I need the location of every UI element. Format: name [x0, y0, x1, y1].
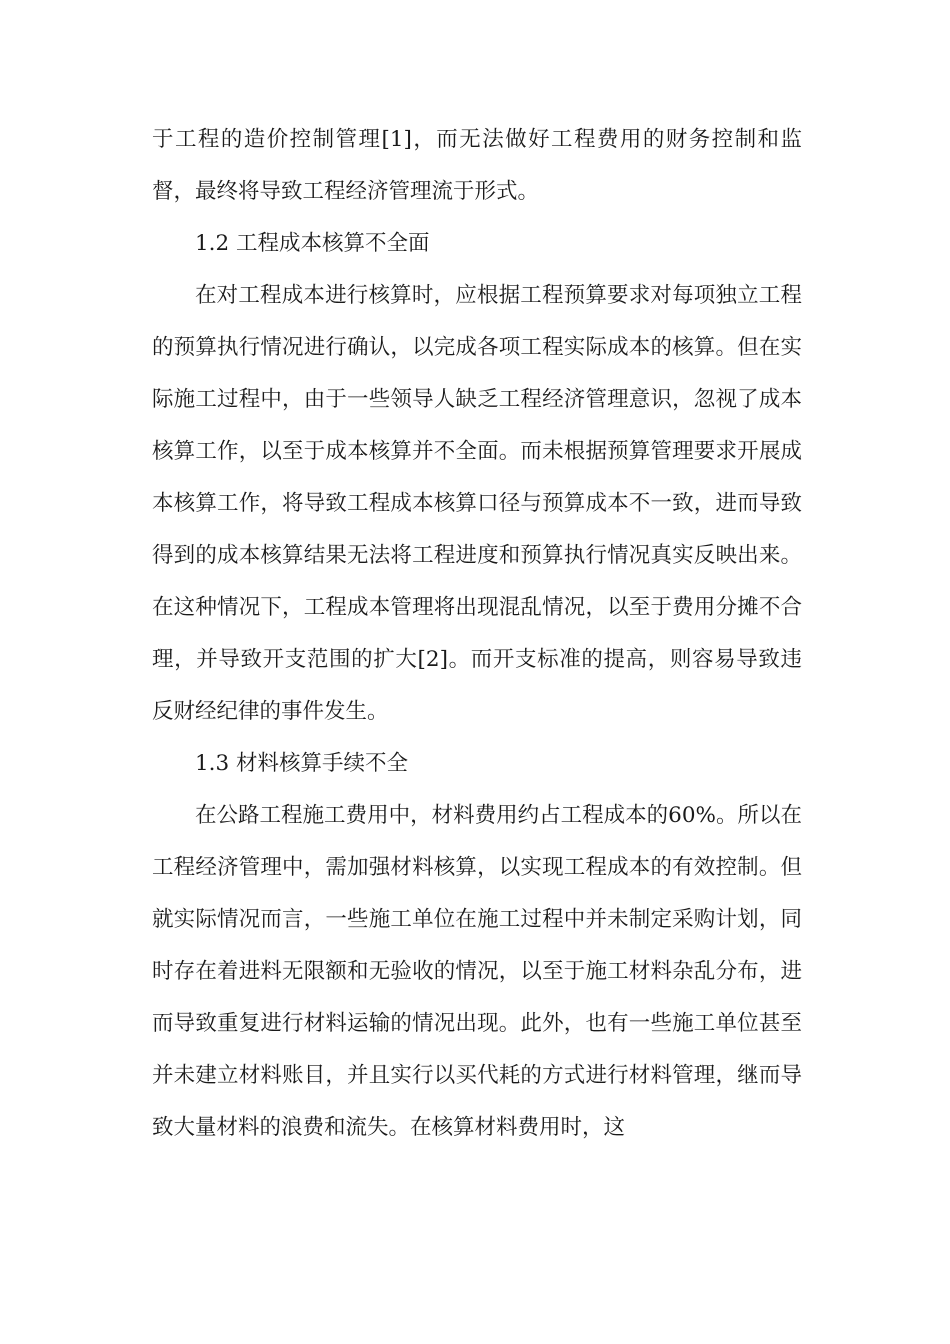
section-paragraph-1-3: 在公路工程施工费用中，材料费用约占工程成本的60%。所以在工程经济管理中，需加强材料核算，以实现工程成本的有效控制。但就实际情况而言，一些施工单位在施工过程中并未制定采购计划，同时存在着进料无限额和无验收的情况，以至于施工材料杂乱分布，进而导致重复进行材料运输的情况出现。此外，也有一些施工单位甚至并未建立材料账目，并且实行以买代耗的方式进行材料管理，继而导致大量材料的浪费和流失。在核算材料费用时，这: [152, 803, 802, 1140]
section-paragraph-1-2: 在对工程成本进行核算时，应根据工程预算要求对每项独立工程的预算执行情况进行确认，以完成各项工程实际成本的核算。但在实际施工过程中，由于一些领导人缺乏工程经济管理意识，忽视了成本核算工作，以至于成本核算并不全面。而未根据预算管理要求开展成本核算工作，将导致工程成本核算口径与预算成本不一致，进而导致得到的成本核算结果无法将工程进度和预算执行情况真实反映出来。在这种情况下，工程成本管理将出现混乱情况，以至于费用分摊不合理，并导致开支范围的扩大[2]。而开支标准的提高，则容易导致违反财经纪律的事件发生。: [152, 283, 802, 724]
section-heading-1-3: 1.3 材料核算手续不全: [195, 751, 409, 776]
document-body: [152, 114, 802, 1154]
paragraph-continuation: 于工程的造价控制管理[1]，而无法做好工程费用的财务控制和监督，最终将导致工程经济管理流于形式。: [152, 127, 802, 204]
section-heading-1-2: 1.2 工程成本核算不全面: [195, 231, 430, 256]
